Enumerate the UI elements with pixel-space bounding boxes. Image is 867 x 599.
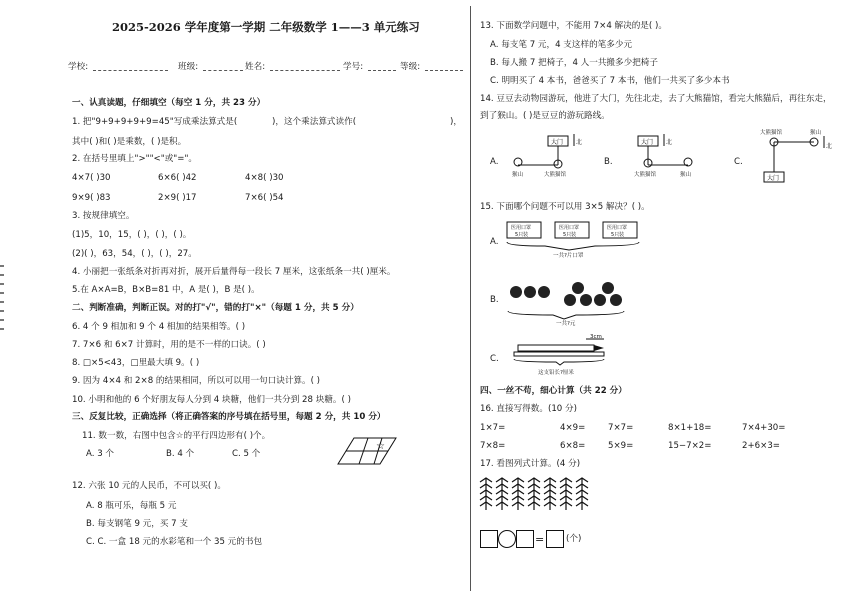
student-id-field[interactable] (368, 70, 396, 71)
school-label: 学校: (68, 62, 89, 72)
svg-text:5只装: 5只装 (563, 232, 577, 238)
parallelogram-figure (338, 436, 398, 466)
q11-option-b[interactable]: B. 4 个 (166, 449, 195, 459)
q14-map-b (630, 130, 720, 190)
q15-b-caption: 一共?元 (556, 321, 576, 327)
q15-text: 15. 下面哪个问题不可以用 3×5 解决？( )。 (480, 202, 650, 212)
calc-item: 7×8= (480, 441, 506, 451)
q17-unit: (个) (566, 534, 582, 544)
section-3-heading: 三、反复比较，正确选择（将正确答案的序号填在括号里，每题 2 分，共 10 分） (72, 412, 386, 422)
q15-coins-figure (508, 278, 628, 322)
q13-option-a[interactable]: A. 每支笔 7 元，4 支这样的笔多少元 (490, 40, 633, 50)
svg-text:北: 北 (826, 143, 833, 150)
q10-text: 10. 小明和他的 6 个好朋友每人分到 4 块糖，他们一共分到 28 块糖。( ) (72, 395, 351, 405)
q8-text: 8. □×5<43，□里最大填 9。( ) (72, 358, 200, 368)
section-4-heading: 四、一丝不苟，细心计算（共 22 分） (480, 386, 627, 396)
q2-text: 2. 在括号里填上">""<"或"="。 (72, 154, 197, 164)
q14-map-c (760, 126, 860, 190)
q14-text-2: 到了猴山。( )是豆豆的游玩路线。 (480, 111, 610, 121)
q1-text: 1. 把"9+9+9+9+9=45"写成乘法算式是( (72, 117, 238, 127)
operator-circle[interactable] (498, 530, 516, 548)
q12-option-b[interactable]: B. 每支钢笔 9 元，买 7 支 (86, 519, 188, 529)
svg-text:大门: 大门 (641, 139, 654, 146)
star-icon: ☆ (376, 441, 385, 452)
q1-text-mid: )，这个乘法算式读作( (272, 117, 357, 127)
answer-box[interactable] (516, 530, 534, 548)
q15-option-c[interactable]: C. (490, 354, 499, 364)
calc-item: 6×8= (560, 441, 586, 451)
q2-item: 2×9( )17 (158, 193, 197, 203)
q17-wheat-figure (480, 476, 600, 512)
q2-item: 7×6( )54 (245, 193, 284, 203)
svg-text:猴山: 猴山 (512, 172, 524, 178)
equals-sign: = (535, 533, 545, 546)
q4-text: 4. 小丽把一张纸条对折再对折，展开后量得每一段长 7 厘米，这张纸条一共( )厘米。 (72, 267, 396, 277)
class-field[interactable] (203, 70, 243, 71)
svg-text:大门: 大门 (767, 175, 780, 182)
gate-label: 大门 (551, 139, 564, 146)
q11-text: 11. 数一数，右图中包含☆的平行四边形有( )个。 (82, 431, 271, 441)
svg-text:猴山: 猴山 (810, 130, 822, 136)
answer-box[interactable] (546, 530, 564, 548)
svg-text:大熊猫馆: 大熊猫馆 (634, 172, 657, 178)
q9-text: 9. 因为 4×4 和 2×8 的结果相同，所以可以用一句口诀计算。( ) (72, 376, 321, 386)
section-2-heading: 二、判断准确，判断正误。对的打"√"，错的打"×"（每题 1 分，共 5 分） (72, 303, 359, 313)
q1-text-close: )， (450, 117, 462, 127)
q14-map-a (510, 130, 600, 190)
school-field[interactable] (93, 70, 168, 71)
calc-item: 7×7= (608, 423, 634, 433)
section-1-heading: 一、认真读题，仔细填空（每空 1 分，共 23 分） (72, 98, 266, 108)
name-label: 姓名: (245, 62, 266, 72)
q3-text: 3. 按规律填空。 (72, 211, 135, 221)
q2-item: 6×6( )42 (158, 173, 197, 183)
q2-item: 4×8( )30 (245, 173, 284, 183)
calc-item: 1×7= (480, 423, 506, 433)
q6-text: 6. 4 个 9 相加和 9 个 4 相加的结果相等。( ) (72, 322, 246, 332)
q12-option-a[interactable]: A. 8 瓶可乐，每瓶 5 元 (86, 501, 177, 511)
q15-a-caption: 一共?片口罩 (553, 253, 584, 259)
q15-c-length: 3cm (590, 334, 602, 340)
calc-item: 8×1+18= (668, 423, 712, 433)
q14-option-a[interactable]: A. (490, 157, 499, 167)
student-id-label: 学号: (343, 62, 364, 72)
q14-option-b[interactable]: B. (604, 157, 613, 167)
svg-text:5只装: 5只装 (611, 232, 625, 238)
q11-option-a[interactable]: A. 3 个 (86, 449, 114, 459)
q13-option-c[interactable]: C. 明明买了 4 本书，爸爸买了 7 本书，他们一共买了多少本书 (490, 76, 730, 86)
calc-item: 15−7×2= (668, 441, 712, 451)
q14-option-c[interactable]: C. (734, 157, 743, 167)
q15-option-b[interactable]: B. (490, 295, 499, 305)
q1-text-2: 其中( )和( )是乘数，( )是积。 (72, 137, 187, 147)
class-label: 班级: (178, 62, 199, 72)
q2-item: 4×7( )30 (72, 173, 111, 183)
q11-option-c[interactable]: C. 5 个 (232, 449, 261, 459)
svg-text:医用口罩: 医用口罩 (511, 225, 532, 231)
column-divider (470, 6, 471, 591)
binding-dots (0, 265, 4, 335)
q5-text: 5.在 A×A=B，B×B=81 中，A 是( )，B 是( )。 (72, 285, 260, 295)
grade-label: 等级: (400, 62, 421, 72)
svg-text:医用口罩: 医用口罩 (559, 225, 580, 231)
q7-text: 7. 7×6 和 6×7 计算时，用的是不一样的口诀。( ) (72, 340, 266, 350)
answer-box[interactable] (480, 530, 498, 548)
calc-item: 7×4+30= (742, 423, 786, 433)
q3-sequence-2: (2)( )，63，54，( )，( )，27。 (72, 249, 197, 259)
svg-text:大熊猫馆: 大熊猫馆 (760, 130, 783, 136)
svg-text:北: 北 (666, 139, 673, 146)
q17-text: 17. 看图列式计算。(4 分) (480, 459, 581, 469)
calc-item: 4×9= (560, 423, 586, 433)
q16-text: 16. 直接写得数。(10 分) (480, 404, 577, 414)
svg-text:大熊猫馆: 大熊猫馆 (544, 172, 567, 178)
calc-item: 5×9= (608, 441, 634, 451)
q3-sequence-1: (1)5，10，15，( )，( )，( )。 (72, 230, 192, 240)
svg-text:5只装: 5只装 (515, 232, 529, 238)
grade-field[interactable] (425, 70, 463, 71)
calc-item: 2+6×3= (742, 441, 781, 451)
name-field[interactable] (270, 70, 340, 71)
q12-option-c[interactable]: C. C. 一盒 18 元的水彩笔和一个 35 元的书包 (86, 537, 263, 547)
svg-text:医用口罩: 医用口罩 (607, 225, 628, 231)
q15-option-a[interactable]: A. (490, 237, 499, 247)
page-title: 2025-2026 学年度第一学期 二年级数学 1——3 单元练习 (112, 20, 420, 34)
q14-text: 14. 豆豆去动物园游玩，他进了大门，先往北走，去了大熊猫馆，看完大熊猫后，再往东走， (480, 94, 832, 104)
q13-option-b[interactable]: B. 每人搬 7 把椅子，4 人一共搬多少把椅子 (490, 58, 658, 68)
q12-text: 12. 六张 10 元的人民币，不可以买( )。 (72, 481, 226, 491)
svg-text:北: 北 (576, 139, 583, 146)
q15-c-caption: 这支铅长?厘米 (538, 370, 574, 376)
svg-text:猴山: 猴山 (680, 172, 692, 178)
q13-text: 13. 下面数学问题中，不能用 7×4 解决的是( )。 (480, 21, 667, 31)
q2-item: 9×9( )83 (72, 193, 111, 203)
